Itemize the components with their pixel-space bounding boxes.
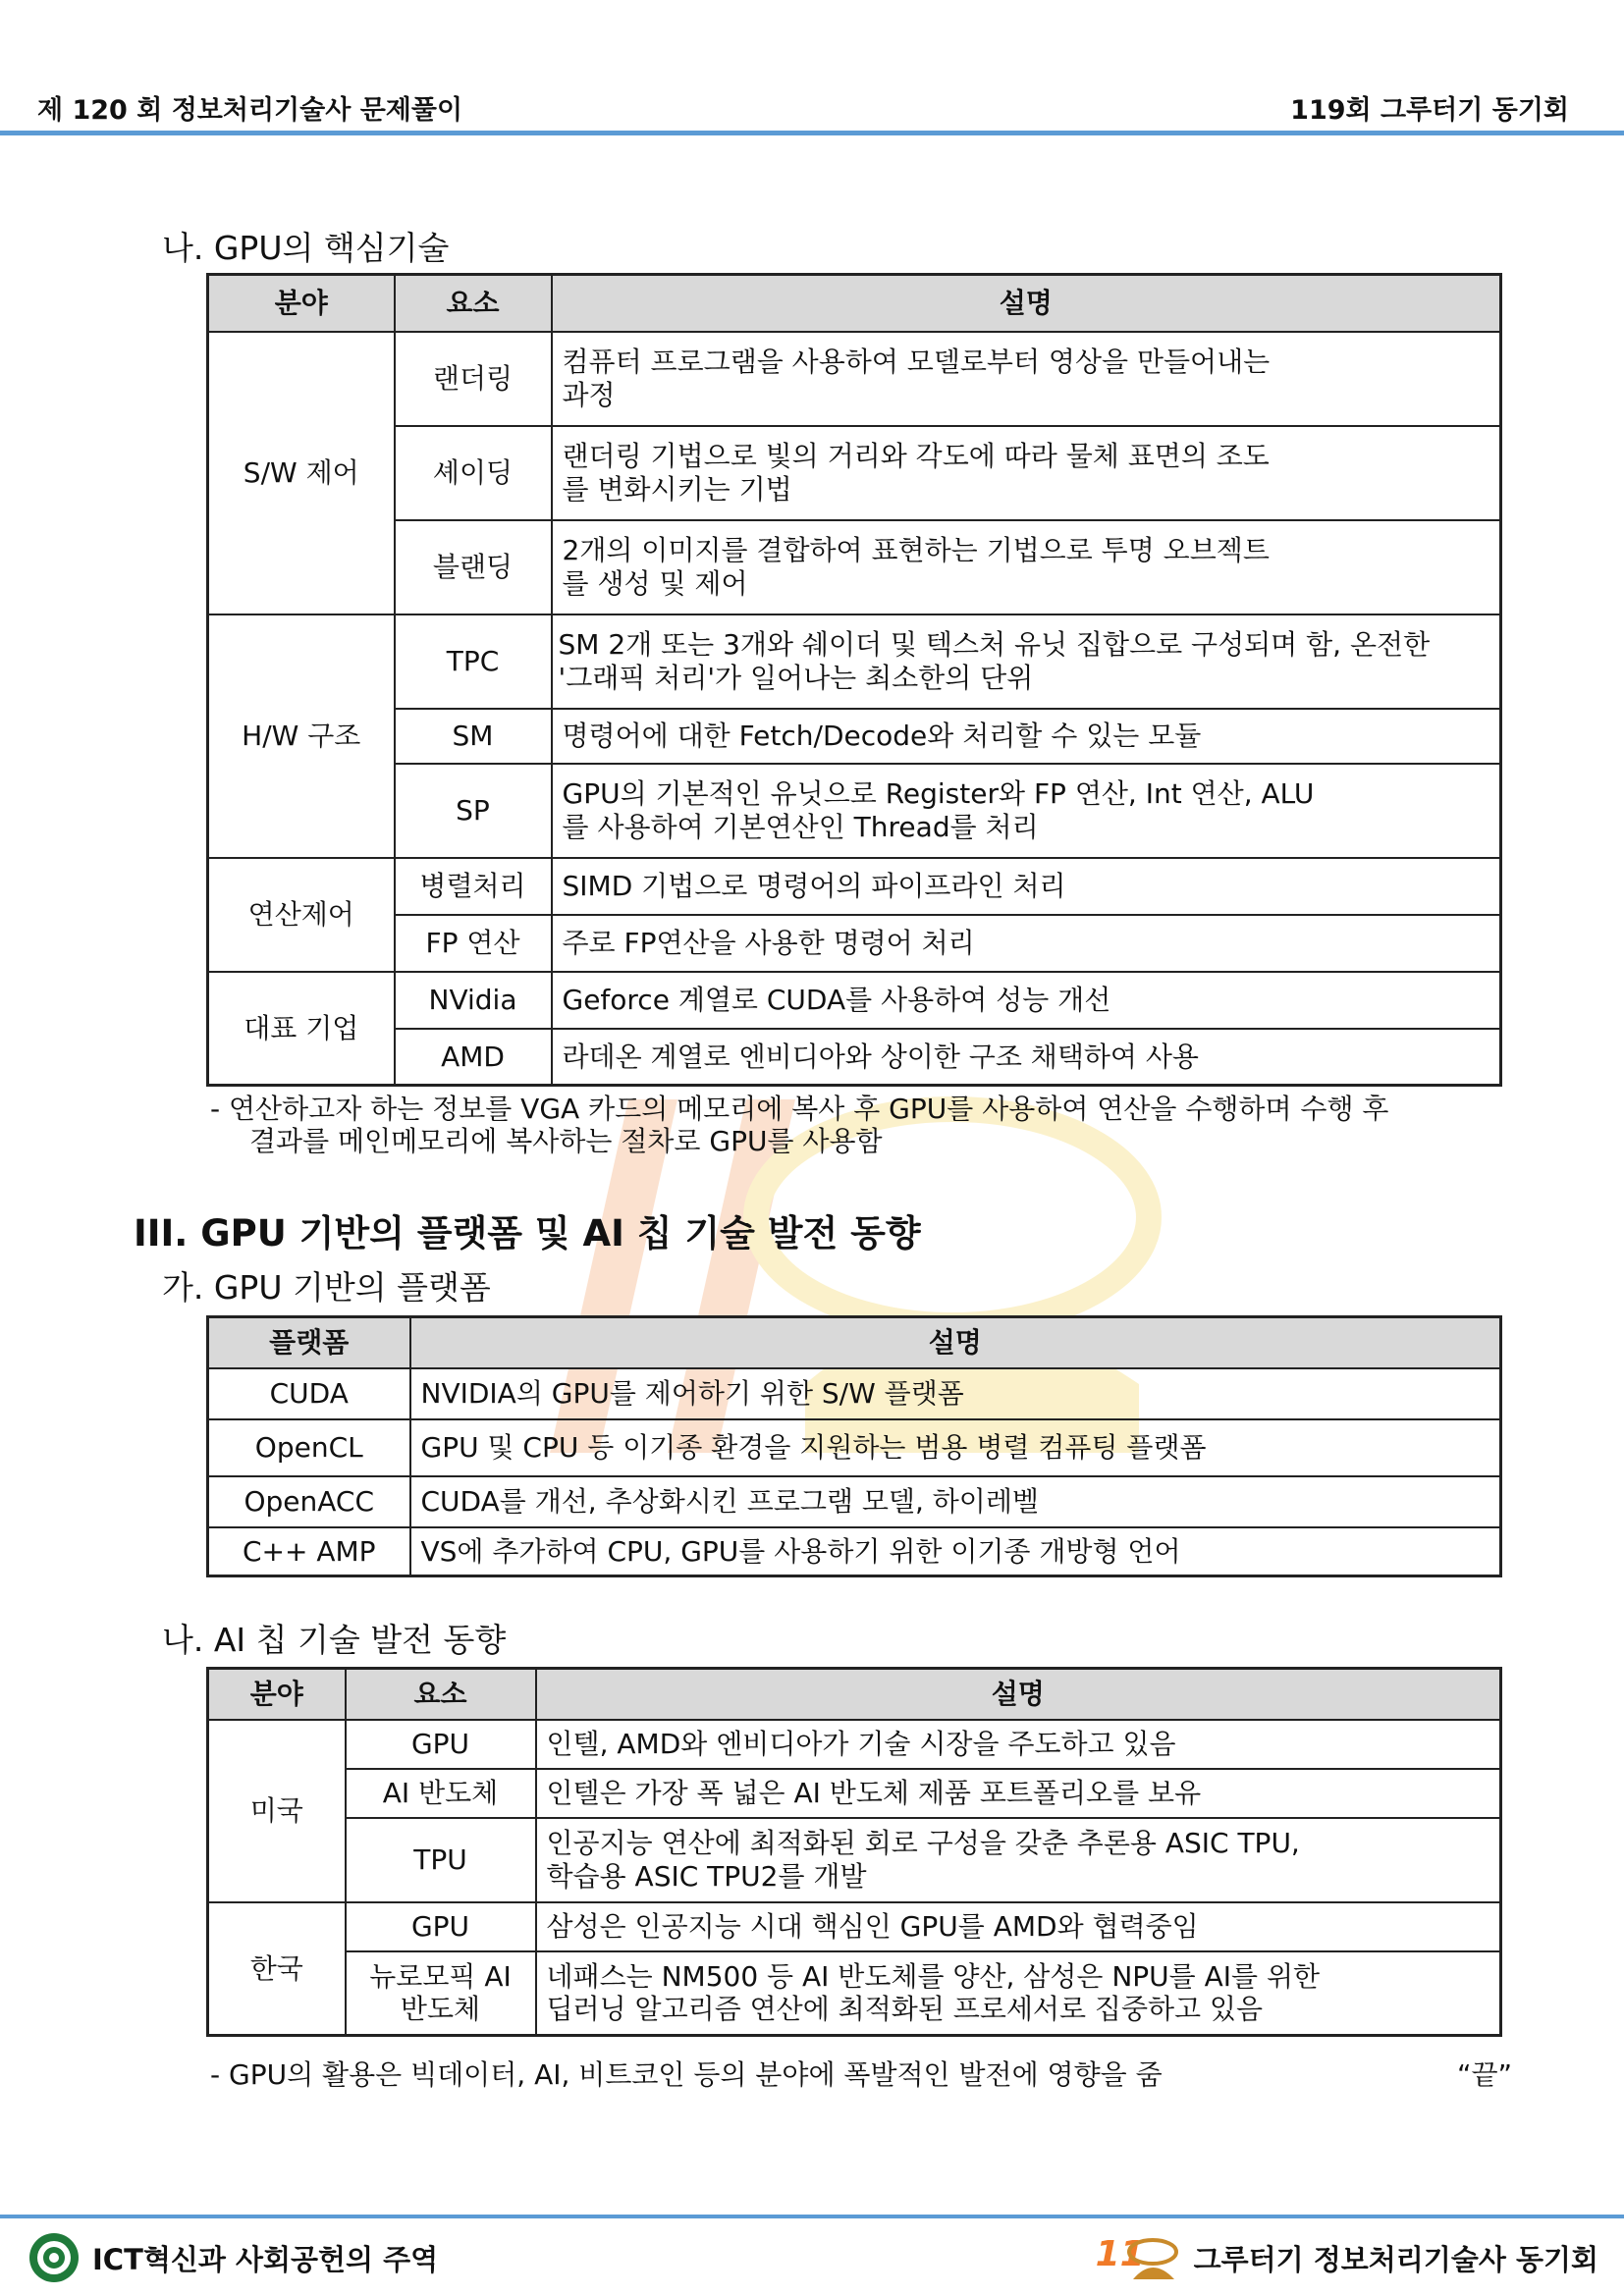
platform-cell: OpenCL (208, 1419, 410, 1476)
section-heading-main: III. GPU 기반의 플랫폼 및 AI 칩 기술 발전 동향 (134, 1212, 921, 1255)
description-cell: 주로 FP연산을 사용한 명령어 처리 (552, 915, 1501, 972)
footer-left (27, 2230, 438, 2285)
description-cell: 라데온 계열로 엔비디아와 상이한 구조 채택하여 사용 (552, 1029, 1501, 1086)
table-row (208, 1951, 1501, 2036)
description-cell: 네패스는 NM500 등 AI 반도체를 양산, 삼성은 NPU를 AI를 위한 딥러닝 알고리즘 연산에 최적화된 프로세서로 집중하고 있음 (536, 1951, 1501, 2036)
footer-slogan: ICT혁신과 사회공헌의 주역 (92, 2242, 439, 2276)
description-cell: SIMD 기법으로 명령어의 파이프라인 처리 (552, 858, 1501, 915)
table-row (208, 915, 1501, 972)
description-cell: 컴퓨터 프로그램을 사용하여 모델로부터 영상을 만들어내는 과정 (552, 332, 1501, 426)
table-row (208, 1029, 1501, 1086)
description-cell: GPU 및 CPU 등 이기종 환경을 지원하는 범용 병렬 컴퓨팅 플랫폼 (410, 1419, 1501, 1476)
field-cell: 미국 (208, 1720, 346, 1902)
ai-chip-table (206, 1667, 1502, 2037)
header-group-name: 119회 그루터기 동기회 (1290, 95, 1569, 126)
platform-cell: OpenACC (208, 1476, 410, 1527)
element-cell: FP 연산 (395, 915, 552, 972)
element-cell: SP (395, 764, 552, 858)
element-cell: 블랜딩 (395, 520, 552, 614)
element-cell: GPU (346, 1720, 536, 1769)
table-row (208, 426, 1501, 520)
table-row (208, 614, 1501, 709)
table-row (208, 764, 1501, 858)
table-header-row (208, 1317, 1501, 1368)
column-header: 설명 (410, 1317, 1501, 1368)
description-cell: 삼성은 인공지능 시대 핵심인 GPU를 AMD와 협력중임 (536, 1902, 1501, 1951)
table-row (208, 1818, 1501, 1902)
element-cell: TPU (346, 1818, 536, 1902)
header-divider (0, 131, 1624, 135)
field-cell: 연산제어 (208, 858, 395, 972)
footer-group-name: 그루터기 정보처리기술사 동기회 (1193, 2242, 1598, 2276)
note-gpu-usage: - GPU의 활용은 빅데이터, AI, 비트코인 등의 분야에 폭발적인 발전에 영향을 줌 (210, 2058, 1163, 2091)
description-cell: 랜더링 기법으로 빛의 거리와 각도에 따라 물체 표면의 조도 를 변화시키는 기법 (552, 426, 1501, 520)
field-cell: H/W 구조 (208, 614, 395, 858)
description-cell: 2개의 이미지를 결합하여 표현하는 기법으로 투명 오브젝트 를 생성 및 제어 (552, 520, 1501, 614)
footer-right (1094, 2230, 1598, 2285)
header-title: 제 120 회 정보처리기술사 문제풀이 (37, 95, 463, 126)
ict-emblem-icon (27, 2231, 81, 2284)
table-row (208, 1419, 1501, 1476)
table-row (208, 1902, 1501, 1951)
table-row (208, 709, 1501, 764)
element-cell: AMD (395, 1029, 552, 1086)
field-cell: 한국 (208, 1902, 346, 2036)
footer-divider (0, 2215, 1624, 2218)
section-heading-gpu-core: 나. GPU의 핵심기술 (162, 229, 450, 267)
end-mark: “끝” (1457, 2058, 1513, 2091)
section-heading-platform: 가. GPU 기반의 플랫폼 (162, 1268, 491, 1307)
element-cell: GPU (346, 1902, 536, 1951)
description-cell: 명령어에 대한 Fetch/Decode와 처리할 수 있는 모듈 (552, 709, 1501, 764)
element-cell: 셰이딩 (395, 426, 552, 520)
page-header (37, 79, 1624, 137)
column-header: 분야 (208, 275, 395, 332)
element-cell: SM (395, 709, 552, 764)
section-heading-ai-chip: 나. AI 칩 기술 발전 동향 (162, 1621, 507, 1659)
description-cell: GPU의 기본적인 유닛으로 Register와 FP 연산, Int 연산, ALU 를 사용하여 기본연산인 Thread를 처리 (552, 764, 1501, 858)
table-row (208, 1368, 1501, 1419)
table-row (208, 972, 1501, 1029)
description-cell: CUDA를 개선, 추상화시킨 프로그램 모델, 하이레벨 (410, 1476, 1501, 1527)
column-header: 분야 (208, 1669, 346, 1720)
table-header-row (208, 275, 1501, 332)
column-header: 요소 (395, 275, 552, 332)
platform-cell: C++ AMP (208, 1527, 410, 1576)
description-cell: 인텔, AMD와 엔비디아가 기술 시장을 주도하고 있음 (536, 1720, 1501, 1769)
table-row (208, 858, 1501, 915)
description-cell: SM 2개 또는 3개와 쉐이더 및 텍스처 유닛 집합으로 구성되며 함, 온전한 '그래픽 처리'가 일어나는 최소한의 단위 (552, 614, 1501, 709)
field-cell: 대표 기업 (208, 972, 395, 1086)
column-header: 플랫폼 (208, 1317, 410, 1368)
element-cell: 랜더링 (395, 332, 552, 426)
table-row (208, 1527, 1501, 1576)
description-cell: Geforce 계열로 CUDA를 사용하여 성능 개선 (552, 972, 1501, 1029)
table-row (208, 1720, 1501, 1769)
column-header: 요소 (346, 1669, 536, 1720)
column-header: 설명 (552, 275, 1501, 332)
description-cell: VS에 추가하여 CPU, GPU를 사용하기 위한 이기종 개방형 언어 (410, 1527, 1501, 1576)
table-row (208, 520, 1501, 614)
table-header-row (208, 1669, 1501, 1720)
description-cell: 인텔은 가장 폭 넓은 AI 반도체 제품 포트폴리오를 보유 (536, 1769, 1501, 1818)
field-cell: S/W 제어 (208, 332, 395, 614)
element-cell: AI 반도체 (346, 1769, 536, 1818)
table-row (208, 1476, 1501, 1527)
table-row (208, 1769, 1501, 1818)
group-logo-icon (1094, 2230, 1182, 2285)
element-cell: TPC (395, 614, 552, 709)
element-cell: 병렬처리 (395, 858, 552, 915)
element-cell: NVidia (395, 972, 552, 1029)
column-header: 설명 (536, 1669, 1501, 1720)
platform-cell: CUDA (208, 1368, 410, 1419)
description-cell: 인공지능 연산에 최적화된 회로 구성을 갖춘 추론용 ASIC TPU, 학습용 ASIC TPU2를 개발 (536, 1818, 1501, 1902)
platform-table (206, 1315, 1502, 1577)
element-cell: 뉴로모픽 AI 반도체 (346, 1951, 536, 2036)
gpu-core-table (206, 273, 1502, 1087)
description-cell: NVIDIA의 GPU를 제어하기 위한 S/W 플랫폼 (410, 1368, 1501, 1419)
table-row (208, 332, 1501, 426)
note-gpu-procedure: - 연산하고자 하는 정보를 VGA 카드의 메모리에 복사 후 GPU를 사용하여 연산을 수행하며 수행 후 결과를 메인메모리에 복사하는 절차로 GPU를 사용함 (210, 1093, 1389, 1158)
group-logo-number: 11 (1095, 2234, 1145, 2274)
